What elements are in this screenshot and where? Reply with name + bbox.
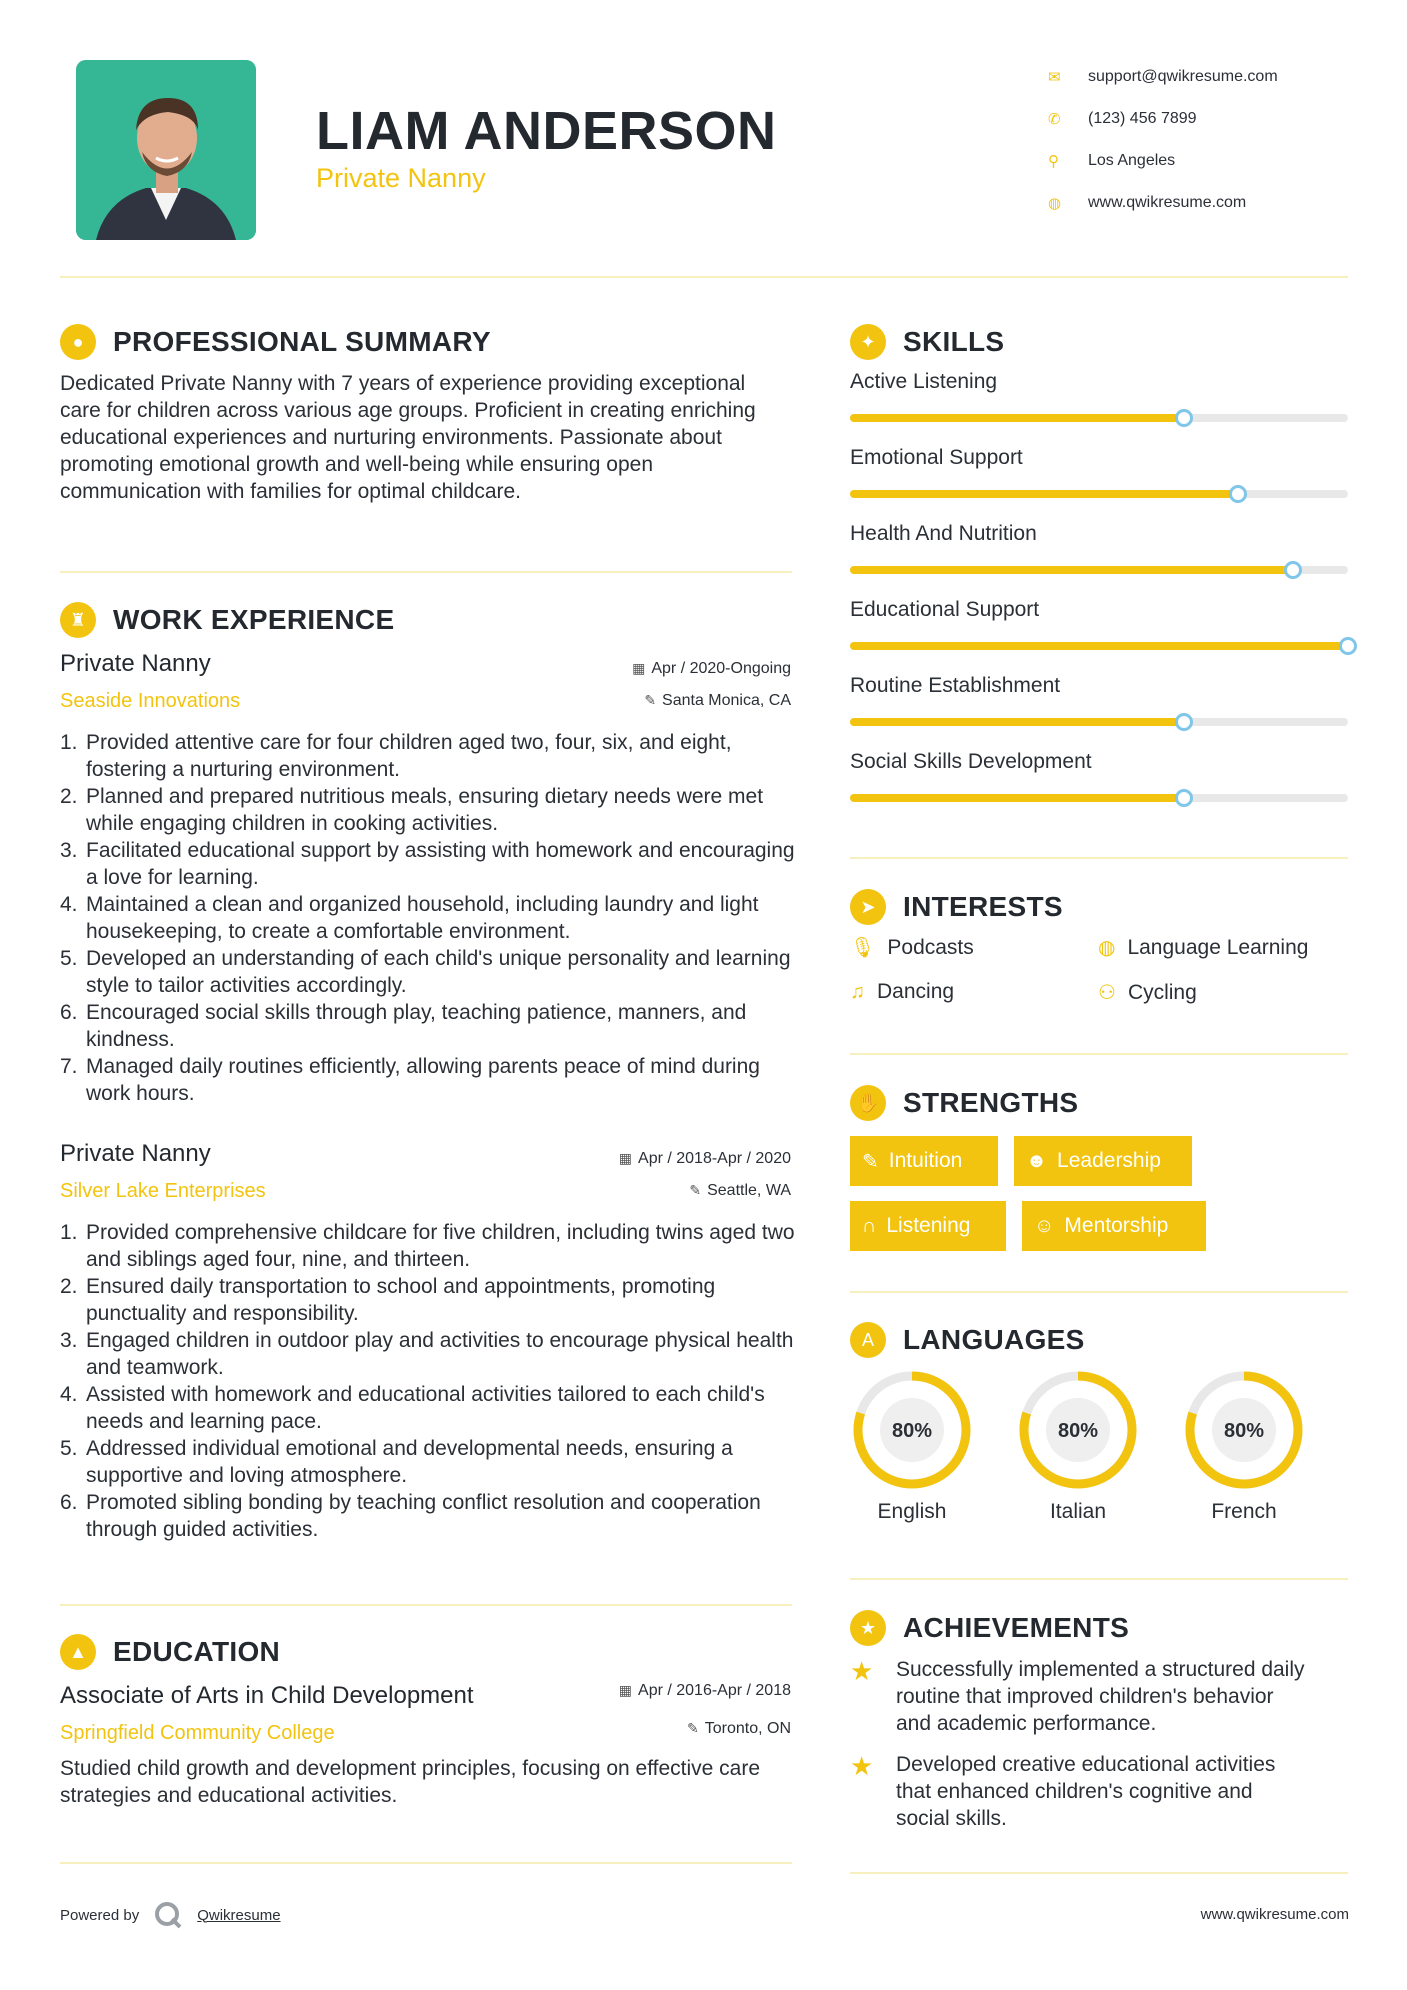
language-item [850,1368,974,1524]
paper-plane-icon: ➤ [850,889,886,925]
job-company: Seaside Innovations [60,690,241,712]
language-percent: 80% [1057,1420,1099,1442]
skill-label: Educational Support [850,598,1040,621]
qwikresume-logo-icon [153,1900,183,1930]
section-divider [60,1862,792,1864]
language-name: English [877,1500,947,1523]
location-pin-icon: ⚲ [1048,153,1059,170]
skill-bar [850,566,1348,574]
skill-label: Routine Establishment [850,674,1061,697]
pushpin-icon: ✎ [689,1182,702,1198]
candidate-role: Private Nanny [316,163,486,193]
interest-item: ♫ Dancing [850,980,955,1003]
interest-item: ◍ Language Learning [1098,935,1309,959]
skill-bar-fill [850,490,1238,498]
contact-phone[interactable]: ✆ (123) 456 7899 [1048,110,1197,128]
globe-icon: ◍ [1048,195,1062,212]
summary-text: Dedicated Private Nanny with 7 years of experience providing exceptional care for children across various age groups. Proficient in creating enriching educational experiences and nurturing environments. Passionate about promoting emotional growth and well-being while ensuring open communication with families for optimal childcare. [60,372,756,503]
skill-bar [850,794,1348,802]
strength-tag: ✎ Intuition [850,1136,998,1186]
job-date: ▦ Apr / 2018-Apr / 2020 [618,1150,791,1167]
skill-bar [850,490,1348,498]
skill-bar-knob [1175,789,1193,807]
users-icon: ☻ [1026,1149,1048,1172]
graduation-cap-icon: ▲ [60,1634,96,1670]
skill-bar [850,718,1348,726]
job-company: Silver Lake Enterprises [60,1180,266,1202]
achievements-heading: ★ ACHIEVEMENTS [850,1610,1129,1646]
language-ring [1016,1368,1140,1492]
contact-email[interactable]: ✉ support@qwikresume.com [1048,68,1278,86]
section-divider [60,571,792,573]
hand-icon: ✋ [850,1085,886,1121]
summary-heading: ● PROFESSIONAL SUMMARY [60,324,491,360]
languages-heading: A LANGUAGES [850,1322,1085,1358]
candidate-name: LIAM ANDERSON [316,101,777,161]
education-location: ✎ Toronto, ON [687,1720,791,1737]
phone-icon: ✆ [1048,111,1061,128]
skill-bar-knob [1284,561,1302,579]
skill-bar-fill [850,642,1348,650]
user-plus-icon: ☺ [1034,1214,1055,1237]
list-item: 5. Developed an understanding of each child's unique personality and learning style to tailor activities accordingly. [60,947,791,997]
globe-icon: ◍ [1098,937,1116,959]
music-note-icon: ♫ [850,980,865,1003]
job-location: ✎ Seattle, WA [689,1182,791,1199]
section-divider [850,1291,1348,1293]
footer-url[interactable]: www.qwikresume.com [1200,1906,1349,1923]
calendar-icon: ▦ [618,1150,633,1166]
achievement-item: ★ Successfully implemented a structured daily routine that improved children's behavior and academic performance. [850,1656,1305,1735]
degree-title: Associate of Arts in Child Development [60,1682,474,1709]
list-item: 7. Managed daily routines efficiently, allowing parents peace of mind during work hours. [60,1055,760,1105]
achievement-item: ★ Developed creative educational activities that enhanced children's cognitive and social skills. [850,1751,1276,1830]
header-divider [60,276,1348,278]
list-item: 2. Planned and prepared nutritious meals, ensuring dietary needs were met while engaging children in cooking activities. [60,785,764,835]
skill-label: Emotional Support [850,446,1023,469]
language-item [1182,1368,1306,1524]
contact-list [1048,56,1378,224]
job-duties [60,729,798,1107]
translate-icon: A [850,1322,886,1358]
education-date: ▦ Apr / 2016-Apr / 2018 [618,1682,791,1699]
skill-bar-fill [850,414,1184,422]
language-percent: 80% [1223,1420,1265,1442]
footer-powered-by: Powered by Qwikresume [60,1900,281,1930]
list-item: 1. Provided attentive care for four children aged two, four, six, and eight, fostering a nurturing environment. [60,731,732,781]
skill-bar-knob [1339,637,1357,655]
strengths-heading: ✋ STRENGTHS [850,1085,1078,1121]
interest-item: ⚇ Cycling [1098,980,1197,1004]
skill-bar-knob [1175,409,1193,427]
skill-bar [850,414,1348,422]
envelope-icon: ✉ [1048,69,1061,86]
list-item: 3. Facilitated educational support by assisting with homework and encouraging a love for learning. [60,839,795,889]
interests-heading: ➤ INTERESTS [850,889,1063,925]
list-item: 2. Ensured daily transportation to school and appointments, promoting punctuality and responsibility. [60,1275,716,1325]
list-item: 4. Assisted with homework and educational activities tailored to each child's needs and learning pace. [60,1383,765,1433]
skill-bar [850,642,1348,650]
contact-location: ⚲ Los Angeles [1048,152,1176,170]
contact-website[interactable]: ◍ www.qwikresume.com [1048,194,1247,212]
lightbulb-icon: ✦ [850,324,886,360]
list-item: 3. Engaged children in outdoor play and activities to encourage physical health and teamwork. [60,1329,794,1379]
microphone-icon: 🎙 [850,937,876,959]
list-item: 5. Addressed individual emotional and developmental needs, ensuring a supportive and loving atmosphere. [60,1437,733,1487]
skill-label: Health And Nutrition [850,522,1037,545]
qwikresume-link[interactable]: Qwikresume [197,1906,281,1924]
skill-bar-knob [1229,485,1247,503]
section-divider [850,1872,1348,1874]
section-divider [850,1578,1348,1580]
language-name: Italian [1049,1500,1107,1523]
strength-tag: ∩ Listening [850,1201,1006,1251]
job-title: Private Nanny [60,1140,211,1167]
section-divider [60,1604,792,1606]
job-location: ✎ Santa Monica, CA [644,692,791,709]
skill-label: Active Listening [850,370,998,393]
star-badge-icon: ★ [850,1610,886,1646]
skill-bar-fill [850,794,1184,802]
profile-photo [76,60,256,240]
interest-item: 🎙 Podcasts [850,935,974,959]
section-divider [850,857,1348,859]
language-name: French [1211,1500,1277,1523]
list-item: 4. Maintained a clean and organized household, including laundry and light housekeeping, to create a comfortable environment. [60,893,759,943]
calendar-icon: ▦ [632,660,646,676]
star-icon: ★ [850,1751,874,1781]
language-item [1016,1368,1140,1524]
calendar-icon: ▦ [618,1682,633,1698]
language-ring [1182,1368,1306,1492]
school-name: Springfield Community College [60,1722,335,1744]
language-ring [850,1368,974,1492]
star-icon: ★ [850,1656,874,1686]
job-title: Private Nanny [60,650,211,677]
strength-tag: ☺ Mentorship [1022,1201,1206,1251]
list-item: 1. Provided comprehensive childcare for five children, including twins aged two and siblings aged four, nine, and thirteen. [60,1221,795,1271]
skills-heading: ✦ SKILLS [850,324,1004,360]
headphones-icon: ∩ [862,1214,877,1237]
language-percent: 80% [891,1420,933,1442]
pushpin-icon: ✎ [687,1720,699,1736]
job-duties [60,1219,798,1543]
education-heading: ▲ EDUCATION [60,1634,280,1670]
skill-bar-knob [1175,713,1193,731]
chair-icon: ♜ [60,602,96,638]
section-divider [850,1053,1348,1055]
education-text: Studied child growth and development principles, focusing on effective care strategies and educational activities. [60,1757,761,1807]
skill-bar-fill [850,566,1293,574]
list-item: 6. Promoted sibling bonding by teaching conflict resolution and cooperation through guided activities. [60,1491,761,1541]
user-icon: ● [60,324,96,360]
bicycle-icon: ⚇ [1098,982,1116,1004]
strength-tag: ☻ Leadership [1014,1136,1192,1186]
skill-bar-fill [850,718,1184,726]
list-item: 6. Encouraged social skills through play, teaching patience, manners, and kindness. [60,1001,747,1051]
skill-label: Social Skills Development [850,750,1092,773]
work-heading: ♜ WORK EXPERIENCE [60,602,394,638]
job-date: ▦ Apr / 2020-Ongoing [632,660,791,677]
pushpin-icon: ✎ [644,692,657,708]
magic-wand-icon: ✎ [862,1150,879,1173]
